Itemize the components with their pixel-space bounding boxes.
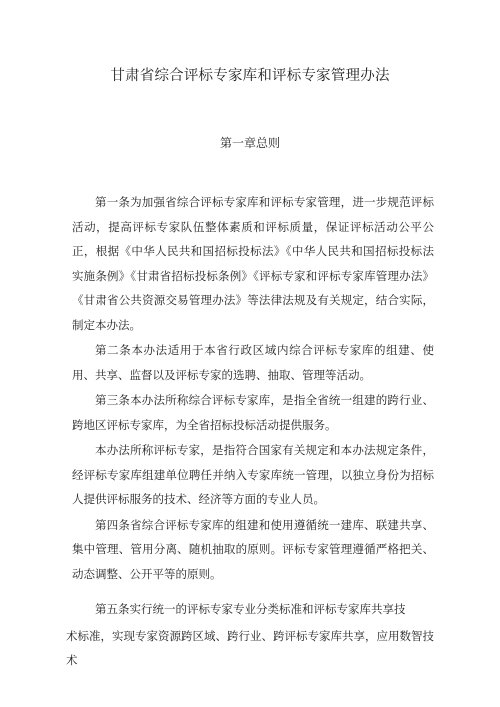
article-1: 第一条为加强省综合评标专家库和评标专家管理，进一步规范评标活动，提高评标专家队伍整体素质和评标质量，保证评标活动公平公正，根据《中华人民共和国招标投标法》《中华人民共和国招标投标法实施条例》《甘肃省招标投标条例》《评标专家和评标专家库管理办法》《甘肃省公共资源交易管理办法》等法律法规及有关规定，结合实际，制定本办法。	[72, 195, 434, 332]
document-body	[72, 190, 434, 586]
chapter-heading: 第一章总则	[219, 136, 280, 150]
article-3-definition: 本办法所称评标专家，是指符合国家有关规定和本办法规定条件，经评标专家库组建单位聘任并纳入专家库统一管理，以独立身份为招标人提供评标服务的技术、经济等方面的专业人员。	[72, 443, 434, 506]
article-5: 第五条实行统一的评标专家专业分类标准和评标专家库共享技	[95, 602, 406, 616]
document-body-continued	[66, 597, 434, 673]
document-title: 甘肃省综合评标专家库和评标专家管理办法	[110, 68, 390, 84]
article-3: 第三条本办法所称综合评标专家库，是指全省统一组建的跨行业、跨地区评标专家库，为全省招标投标活动提供服务。	[72, 393, 434, 432]
article-5-continued: 术标准，实现专家资源跨区域、跨行业、跨评标专家库共享，应用数智技术	[66, 628, 434, 667]
article-2: 第二条本办法适用于本省行政区域内综合评标专家库的组建、使用、共享、监督以及评标专家的选聘、抽取、管理等活动。	[72, 343, 434, 382]
article-4: 第四条省综合评标专家库的组建和使用遵循统一建库、联建共享、集中管理、管用分离、随机抽取的原则。评标专家管理遵循严格把关、动态调整、公开平等的原则。	[72, 517, 434, 581]
